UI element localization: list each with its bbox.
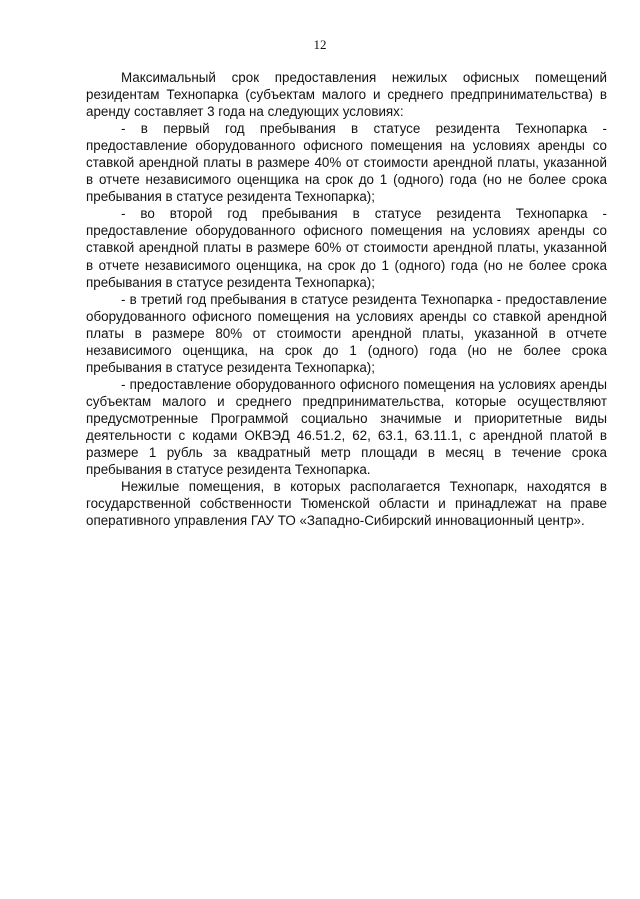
paragraph-premises-ownership: Нежилые помещения, в которых располагается Технопарк, находятся в государственной собственности Тюменской области и принадлежат на праве оперативного управления ГАУ ТО «Западно-Сибирский инновационный центр». (86, 479, 607, 529)
paragraph-third-year: - в третий год пребывания в статусе резидента Технопарка - предоставление оборудованного офисного помещения на условиях аренды со ставкой арендной платы в размере 80% от стоимости арендной платы, указанной в отчете независимого оценщика, на срок до 1 (одного) года (но не более срока пребывания в статусе резидента Технопарка); (86, 291, 607, 375)
page-number: 12 (313, 37, 327, 52)
paragraph-priority-activities: - предоставление оборудованного офисного помещения на условиях аренды субъектам малого и среднего предпринимательства, которые осуществляют предусмотренные Программой социально значимые и приоритетные виды деятельности с кодами ОКВЭД 46.51.2, 62, 63.1, 63.11.1, с арендной платой в размере 1 рубль за квадратный метр площади в месяц в течение срока пребывания в статусе резидента Технопарка. (86, 376, 607, 478)
document-body (86, 69, 607, 529)
paragraph-second-year: - во второй год пребывания в статусе резидента Технопарка - предоставление оборудованного офисного помещения на условиях аренды со ставкой арендной платы в размере 60% от стоимости арендной платы, указанной в отчете независимого оценщика, на срок до 1 (одного) года (но не более срока пребывания в статусе резидента Технопарка); (86, 206, 607, 290)
paragraph-first-year: - в первый год пребывания в статусе резидента Технопарка - предоставление оборудованного офисного помещения на условиях аренды со ставкой арендной платы в размере 40% от стоимости арендной платы, указанной в отчете независимого оценщика на срок до 1 (одного) года (но не более срока пребывания в статусе резидента Технопарка); (86, 121, 607, 205)
paragraph-intro: Максимальный срок предоставления нежилых офисных помещений резидентам Технопарка (субъектам малого и среднего предпринимательства) в аренду составляет 3 года на следующих условиях: (86, 70, 607, 120)
